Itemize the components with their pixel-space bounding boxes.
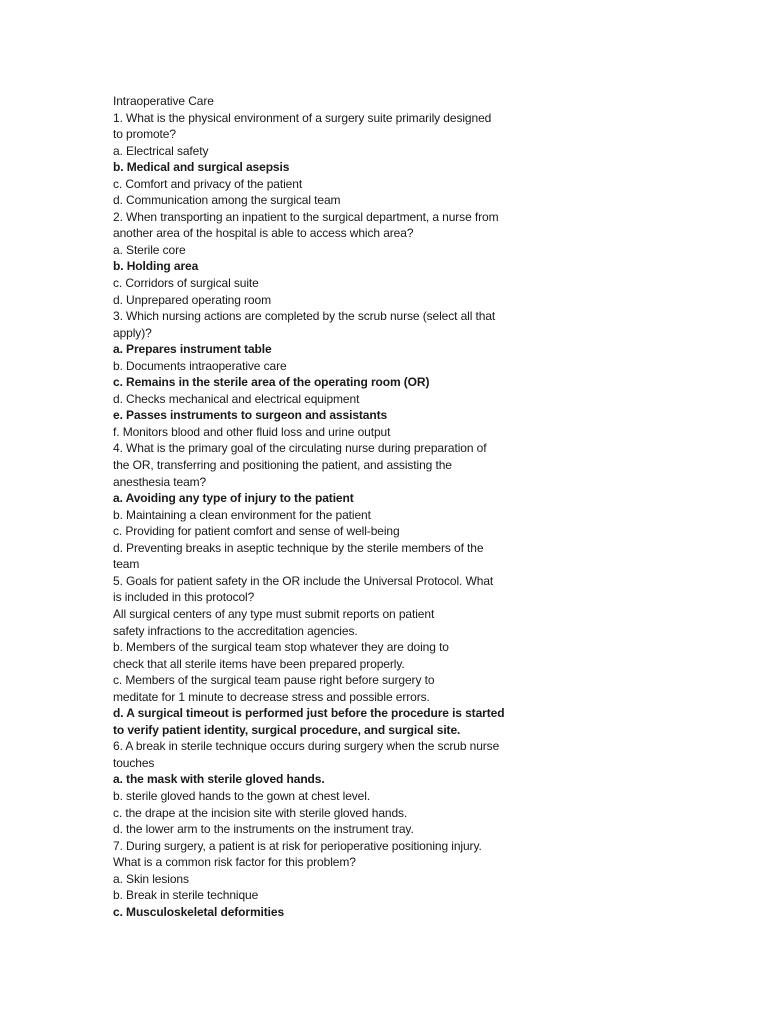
text-line: 6. A break in sterile technique occurs during surgery when the scrub nurse — [113, 739, 500, 754]
text-line: to promote? — [113, 127, 176, 142]
answer-line-correct: b. Holding area — [113, 259, 199, 274]
document-body — [113, 110, 533, 921]
answer-line-correct: d. A surgical timeout is performed just before the procedure is started — [113, 706, 505, 721]
text-line: d. Communication among the surgical team — [113, 193, 341, 208]
text-line: anesthesia team? — [113, 474, 207, 489]
answer-line-correct: a. Avoiding any type of injury to the patient — [113, 491, 354, 506]
text-line: 7. During surgery, a patient is at risk for perioperative positioning injury. — [113, 838, 482, 853]
text-line: c. Comfort and privacy of the patient — [113, 176, 303, 191]
answer-line-correct: c. Remains in the sterile area of the operating room (OR) — [113, 375, 430, 390]
text-line: d. Checks mechanical and electrical equipment — [113, 391, 360, 406]
answer-line-correct: to verify patient identity, surgical procedure, and surgical site. — [113, 722, 461, 737]
text-line: a. Skin lesions — [113, 871, 189, 886]
text-line: 4. What is the primary goal of the circulating nurse during preparation of — [113, 441, 487, 456]
text-line: check that all sterile items have been prepared properly. — [113, 656, 405, 671]
text-line: 1. What is the physical environment of a surgery suite primarily designed — [113, 110, 492, 125]
answer-line-correct: b. Medical and surgical asepsis — [113, 160, 290, 175]
text-line: the OR, transferring and positioning the patient, and assisting the — [113, 458, 452, 473]
text-line: meditate for 1 minute to decrease stress and possible errors. — [113, 689, 430, 704]
text-line: b. Documents intraoperative care — [113, 358, 287, 373]
text-line: a. Sterile core — [113, 242, 186, 257]
text-line: c. Members of the surgical team pause right before surgery to — [113, 673, 435, 688]
text-line: b. sterile gloved hands to the gown at chest level. — [113, 788, 371, 803]
text-line: touches — [113, 755, 155, 770]
text-line: apply)? — [113, 325, 152, 340]
answer-line-correct: e. Passes instruments to surgeon and assistants — [113, 408, 388, 423]
answer-line-correct: a. Prepares instrument table — [113, 342, 272, 357]
text-line: f. Monitors blood and other fluid loss and urine output — [113, 424, 391, 439]
text-line: c. the drape at the incision site with sterile gloved hands. — [113, 805, 408, 820]
text-line: safety infractions to the accreditation agencies. — [113, 623, 358, 638]
text-line: d. Preventing breaks in aseptic technique by the sterile members of the — [113, 540, 484, 555]
answer-line-correct: a. the mask with sterile gloved hands. — [113, 772, 325, 787]
text-line: another area of the hospital is able to access which area? — [113, 226, 414, 241]
document-page — [113, 93, 533, 920]
document-title: Intraoperative Care — [113, 94, 214, 108]
text-line: b. Maintaining a clean environment for the patient — [113, 507, 371, 522]
text-line: a. Electrical safety — [113, 143, 209, 158]
text-line: All surgical centers of any type must submit reports on patient — [113, 606, 435, 621]
text-line: 3. Which nursing actions are completed by the scrub nurse (select all that — [113, 309, 496, 324]
text-line: What is a common risk factor for this problem? — [113, 855, 356, 870]
text-line: 5. Goals for patient safety in the OR include the Universal Protocol. What — [113, 573, 494, 588]
text-line: c. Providing for patient comfort and sense of well-being — [113, 524, 400, 539]
text-line: is included in this protocol? — [113, 590, 255, 605]
text-line: team — [113, 557, 140, 572]
text-line: d. Unprepared operating room — [113, 292, 271, 307]
answer-line-correct: c. Musculoskeletal deformities — [113, 904, 285, 919]
text-line: c. Corridors of surgical suite — [113, 276, 259, 291]
text-line: d. the lower arm to the instruments on the instrument tray. — [113, 822, 414, 837]
text-line: b. Break in sterile technique — [113, 888, 259, 903]
text-line: 2. When transporting an inpatient to the surgical department, a nurse from — [113, 209, 499, 224]
text-line: b. Members of the surgical team stop whatever they are doing to — [113, 640, 449, 655]
